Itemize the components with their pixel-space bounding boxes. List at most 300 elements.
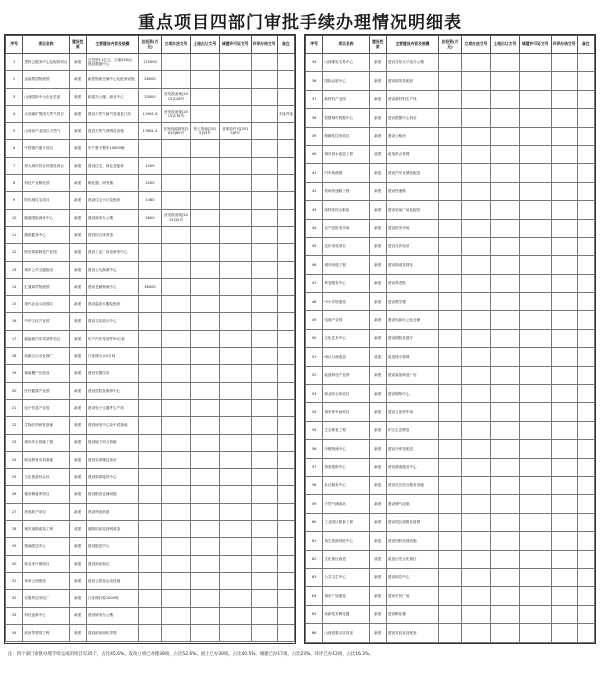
table-cell: 42	[306, 182, 323, 200]
table-cell	[438, 127, 461, 145]
table-cell	[138, 313, 161, 330]
table-cell	[251, 157, 277, 174]
table-cell: 7	[6, 157, 23, 174]
table-cell	[490, 385, 519, 403]
table-cell: 装备制造产业园	[323, 366, 369, 384]
table-cell: 60	[306, 513, 323, 531]
table-cell	[277, 175, 294, 192]
table-cell	[462, 293, 491, 311]
table-cell	[490, 219, 519, 237]
table-cell	[519, 495, 551, 513]
table-cell	[190, 434, 219, 451]
table-cell: 热电联产项目	[23, 503, 69, 520]
table-cell	[462, 109, 491, 127]
table-row	[6, 71, 295, 88]
table-cell	[190, 313, 219, 330]
table-cell: 矿区生态修复	[386, 421, 438, 439]
table-cell	[277, 71, 294, 88]
table-cell	[462, 54, 491, 72]
table-cell	[490, 90, 519, 108]
table-row	[306, 201, 595, 219]
table-cell	[438, 182, 461, 200]
table-cell: 隆盛国际商务中心	[23, 209, 69, 226]
table-cell	[551, 109, 577, 127]
table-cell: 道路拓宽及管网改造	[86, 521, 138, 538]
table-cell	[138, 434, 161, 451]
table-cell	[519, 145, 551, 163]
table-row	[306, 366, 595, 384]
table-cell	[551, 127, 577, 145]
table-cell	[551, 237, 577, 255]
table-cell	[277, 486, 294, 503]
table-cell: 37	[306, 90, 323, 108]
table-cell: 38	[306, 109, 323, 127]
table-cell: 粮食储备库项目	[23, 486, 69, 503]
table-cell: 新建	[369, 72, 386, 90]
table-row	[306, 274, 595, 292]
table-cell: 20	[6, 382, 23, 399]
table-cell: 24	[6, 451, 23, 468]
table-cell	[462, 568, 491, 586]
table-cell: 建设养老院	[386, 274, 438, 292]
table-cell	[277, 417, 294, 434]
table-cell: 生态修复工程	[323, 421, 369, 439]
table-cell: 高铁站综合枢纽	[323, 201, 369, 219]
table-cell: 建设住宅小区及配套	[86, 192, 138, 209]
table-cell	[277, 624, 294, 641]
table-cell: 游客集散中心	[323, 458, 369, 476]
table-cell	[277, 88, 294, 105]
table-cell: 建设教学楼	[386, 293, 438, 311]
table-cell: 新建	[69, 192, 86, 209]
table-cell	[219, 226, 251, 243]
table-cell: 26	[6, 486, 23, 503]
table-cell: 汽车物流园	[323, 164, 369, 182]
table-cell: 建设公交换乘中心	[86, 261, 138, 278]
table-cell	[162, 192, 191, 209]
table-cell	[551, 348, 577, 366]
table-cell: 日处理污水5万吨	[86, 348, 138, 365]
table-cell: 文化街区改造	[323, 550, 369, 568]
table-cell	[551, 403, 577, 421]
table-cell	[138, 140, 161, 157]
table-cell	[462, 550, 491, 568]
table-cell	[438, 90, 461, 108]
table-cell	[577, 532, 594, 550]
table-cell	[490, 605, 519, 623]
table-cell	[462, 624, 491, 642]
table-cell	[162, 382, 191, 399]
table-cell	[577, 605, 594, 623]
table-cell: 新建	[69, 348, 86, 365]
table-cell: 晋土资地[2015]33号	[190, 123, 219, 140]
table-cell: 41	[306, 164, 323, 182]
table-cell	[462, 458, 491, 476]
table-cell	[251, 417, 277, 434]
table-row	[306, 164, 595, 182]
table-cell: 21	[6, 399, 23, 416]
table-cell: 现代农业示范园区	[23, 296, 69, 313]
table-cell	[138, 572, 161, 589]
table-row	[306, 219, 595, 237]
table-cell	[551, 458, 577, 476]
table-cell	[138, 226, 161, 243]
table-row	[306, 550, 595, 568]
table-cell: 新建	[69, 469, 86, 486]
table-row	[6, 54, 295, 71]
table-cell	[138, 538, 161, 555]
table-cell: 新建	[69, 624, 86, 641]
table-cell: 新建	[369, 182, 386, 200]
table-cell	[462, 348, 491, 366]
table-cell: 滨河景观带工程	[23, 624, 69, 641]
table-cell	[577, 219, 594, 237]
table-cell	[462, 495, 491, 513]
table-cell: 11961.6	[138, 105, 161, 122]
table-row	[6, 521, 295, 538]
table-row	[6, 451, 295, 468]
table-cell: 新能源汽车零部件项目	[23, 330, 69, 347]
table-cell: 文化旅游综合体	[23, 469, 69, 486]
table-cell: 建设新材料生产线	[386, 90, 438, 108]
table-cell	[438, 385, 461, 403]
table-cell	[462, 201, 491, 219]
table-row	[306, 256, 595, 274]
table-cell	[577, 164, 594, 182]
table-cell: 改造排水管网	[386, 348, 438, 366]
table-row	[6, 88, 295, 105]
table-cell	[219, 503, 251, 520]
table-row	[306, 421, 595, 439]
table-cell	[438, 274, 461, 292]
table-cell: 建设储气设施	[386, 495, 438, 513]
table-cell	[251, 607, 277, 624]
table-cell: 46	[306, 256, 323, 274]
table-cell: 城市绿道工程	[323, 256, 369, 274]
table-cell	[462, 440, 491, 458]
column-header: 备注	[277, 36, 294, 54]
table-cell	[219, 88, 251, 105]
table-cell	[190, 382, 219, 399]
table-cell	[438, 568, 461, 586]
table-cell: 38000	[138, 278, 161, 295]
table-cell: 建设地下综合管廊	[86, 434, 138, 451]
table-cell	[162, 451, 191, 468]
table-cell	[519, 605, 551, 623]
table-row	[306, 145, 595, 163]
table-cell	[277, 261, 294, 278]
table-cell	[190, 365, 219, 382]
table-cell	[519, 403, 551, 421]
table-cell	[190, 538, 219, 555]
table-cell: 新建	[69, 54, 86, 71]
table-cell: 56	[306, 440, 323, 458]
table-cell	[462, 587, 491, 605]
table-cell	[551, 421, 577, 439]
table-row	[306, 237, 595, 255]
table-cell: 湖滨健身中心	[23, 226, 69, 243]
table-cell	[438, 421, 461, 439]
table-cell	[551, 90, 577, 108]
table-cell: 雨污分流改造	[323, 348, 369, 366]
table-cell	[490, 145, 519, 163]
table-cell	[277, 521, 294, 538]
table-cell	[438, 624, 461, 642]
table-cell	[190, 192, 219, 209]
table-cell	[219, 555, 251, 572]
table-cell	[138, 365, 161, 382]
table-cell	[162, 486, 191, 503]
table-cell	[162, 590, 191, 607]
table-cell: 48	[306, 293, 323, 311]
table-cell	[162, 157, 191, 174]
table-cell: 新建	[369, 513, 386, 531]
table-cell: 高新区污水处理厂	[23, 348, 69, 365]
table-cell	[438, 219, 461, 237]
table-cell	[190, 469, 219, 486]
table-cell: 新建	[369, 458, 386, 476]
table-cell	[438, 329, 461, 347]
table-cell	[251, 123, 277, 140]
table-row	[6, 590, 295, 607]
table-row	[306, 624, 595, 642]
table-cell	[190, 140, 219, 157]
table-cell: 新建	[69, 140, 86, 157]
column-header: 备注	[577, 36, 594, 54]
table-cell	[490, 440, 519, 458]
column-header: 项目名称	[323, 36, 369, 54]
table-row	[6, 226, 295, 243]
table-cell	[438, 403, 461, 421]
table-cell: 19	[6, 365, 23, 382]
table-cell	[577, 403, 594, 421]
table-cell	[251, 226, 277, 243]
table-cell: 工业园区配套工程	[323, 513, 369, 531]
table-cell: 城市广场建设	[323, 587, 369, 605]
table-cell: 54	[306, 403, 323, 421]
table-cell	[551, 54, 577, 72]
table-cell: 29	[6, 538, 23, 555]
table-cell: 32	[6, 590, 23, 607]
table-cell: 新建	[69, 278, 86, 295]
table-cell: 城市道路改造工程	[23, 521, 69, 538]
table-cell	[277, 192, 294, 209]
table-cell	[490, 182, 519, 200]
table-cell: 新建	[369, 127, 386, 145]
table-cell: 建设市民广场	[386, 587, 438, 605]
table-cell	[462, 145, 491, 163]
table-cell	[277, 572, 294, 589]
table-row	[6, 261, 295, 278]
table-cell: 建设数据中心机房	[386, 109, 438, 127]
table-cell	[251, 399, 277, 416]
table-cell	[251, 313, 277, 330]
table-cell: 建设商务办公楼	[86, 209, 138, 226]
table-cell: 35	[306, 54, 323, 72]
table-cell: 10	[6, 209, 23, 226]
table-row	[306, 587, 595, 605]
table-cell	[462, 403, 491, 421]
table-cell	[219, 590, 251, 607]
table-cell: 农产品批发市场	[323, 219, 369, 237]
table-cell	[219, 140, 251, 157]
table-cell	[219, 209, 251, 226]
table-cell: 建设文化展示中心	[86, 313, 138, 330]
table-cell	[577, 182, 594, 200]
table-cell: 64	[306, 587, 323, 605]
table-row	[306, 568, 595, 586]
column-header: 立项办法文号	[462, 36, 491, 54]
table-cell	[277, 226, 294, 243]
table-cell	[490, 513, 519, 531]
table-cell	[519, 293, 551, 311]
table-cell: 39	[306, 127, 323, 145]
table-cell: 中小学校建设	[323, 293, 369, 311]
table-cell	[162, 140, 191, 157]
table-cell	[519, 550, 551, 568]
table-row	[306, 403, 595, 421]
table-cell: 34	[6, 624, 23, 641]
table-cell: 43	[306, 201, 323, 219]
table-cell	[190, 157, 219, 174]
table-cell	[519, 568, 551, 586]
table-cell	[577, 513, 594, 531]
column-header: 建设性质	[369, 36, 386, 54]
table-cell	[462, 385, 491, 403]
table-cell: 高新技术孵化器	[323, 605, 369, 623]
table-cell	[251, 486, 277, 503]
table-cell	[162, 399, 191, 416]
table-cell	[438, 532, 461, 550]
table-cell: 文化艺术中心	[323, 329, 369, 347]
table-cell	[162, 348, 191, 365]
table-cell	[219, 382, 251, 399]
table-cell: 中国重汽重卡项目	[23, 140, 69, 157]
table-cell	[551, 164, 577, 182]
table-cell	[438, 54, 461, 72]
table-cell: 手续齐备	[277, 105, 294, 122]
table-cell: 建设天然气输气管道及门站	[86, 105, 138, 122]
table-cell: 1	[6, 54, 23, 71]
table-cell	[577, 109, 594, 127]
table-cell: 新建	[369, 385, 386, 403]
table-cell	[190, 71, 219, 88]
table-cell	[219, 348, 251, 365]
table-cell: 年产重卡整车10000辆	[86, 140, 138, 157]
column-header: 土地出让文号	[490, 36, 519, 54]
table-cell: 25	[6, 469, 23, 486]
table-cell: 8	[6, 175, 23, 192]
table-cell	[251, 175, 277, 192]
table-row	[6, 313, 295, 330]
table-cell: 改造历史文化街区	[386, 550, 438, 568]
table-cell: 22	[6, 417, 23, 434]
table-cell: 5	[6, 123, 23, 140]
table-cell: 新建	[369, 201, 386, 219]
table-cell: 智慧城市数据中心	[323, 109, 369, 127]
table-cell: 16	[6, 313, 23, 330]
table-cell	[462, 164, 491, 182]
table-cell: 建设热电机组	[86, 503, 138, 520]
table-cell: 建设孵化楼	[386, 605, 438, 623]
table-row	[306, 72, 595, 90]
table-cell: 阳光智能制造产业园	[23, 244, 69, 261]
table-cell	[251, 365, 277, 382]
table-cell	[277, 607, 294, 624]
table-cell	[251, 244, 277, 261]
table-cell	[551, 145, 577, 163]
table-cell	[138, 469, 161, 486]
column-header: 城建许可证文号	[219, 36, 251, 54]
table-cell: 18	[6, 348, 23, 365]
table-cell	[577, 624, 594, 642]
table-cell: 建设实验室及配套	[386, 624, 438, 642]
table-panel-right	[304, 34, 596, 644]
table-cell: 建设社区综合服务设施	[386, 476, 438, 494]
table-cell: 日处理垃圾1000吨	[86, 590, 138, 607]
table-cell	[138, 451, 161, 468]
table-cell	[519, 587, 551, 605]
table-cell	[162, 278, 191, 295]
table-cell	[577, 256, 594, 274]
table-cell	[138, 417, 161, 434]
table-cell	[251, 469, 277, 486]
table-cell	[490, 127, 519, 145]
table-cell	[551, 366, 577, 384]
table-cell: 再生资源回收中心	[323, 532, 369, 550]
table-cell	[251, 538, 277, 555]
table-cell: 45	[306, 237, 323, 255]
table-cell	[462, 311, 491, 329]
table-cell	[162, 503, 191, 520]
table-cell	[219, 278, 251, 295]
table-cell	[490, 495, 519, 513]
table-cell: 电子信息产业园	[23, 399, 69, 416]
table-cell	[519, 476, 551, 494]
table-cell	[138, 382, 161, 399]
table-body-right	[306, 54, 595, 643]
table-cell: 1380	[138, 192, 161, 209]
table-cell: 科技创新中心	[23, 607, 69, 624]
table-cell	[251, 521, 277, 538]
table-cell	[190, 624, 219, 641]
table-row	[6, 348, 295, 365]
table-cell	[438, 293, 461, 311]
table-cell: 58	[306, 476, 323, 494]
table-cell	[577, 311, 594, 329]
table-cell	[138, 296, 161, 313]
table-cell: 12	[6, 244, 23, 261]
table-cell: 63	[306, 568, 323, 586]
table-cell	[519, 624, 551, 642]
table-row	[6, 607, 295, 624]
table-cell	[490, 550, 519, 568]
table-cell	[251, 348, 277, 365]
table-cell: 49	[306, 311, 323, 329]
column-header: 序号	[6, 36, 23, 54]
table-cell	[462, 421, 491, 439]
table-row	[6, 555, 295, 572]
table-cell	[219, 572, 251, 589]
table-cell	[190, 88, 219, 105]
table-cell: 建设光伏电站	[386, 237, 438, 255]
table-row	[306, 329, 595, 347]
table-cell	[519, 311, 551, 329]
table-row	[6, 538, 295, 555]
table-cell: 新建	[69, 434, 86, 451]
table-cell	[462, 476, 491, 494]
table-cell	[162, 226, 191, 243]
